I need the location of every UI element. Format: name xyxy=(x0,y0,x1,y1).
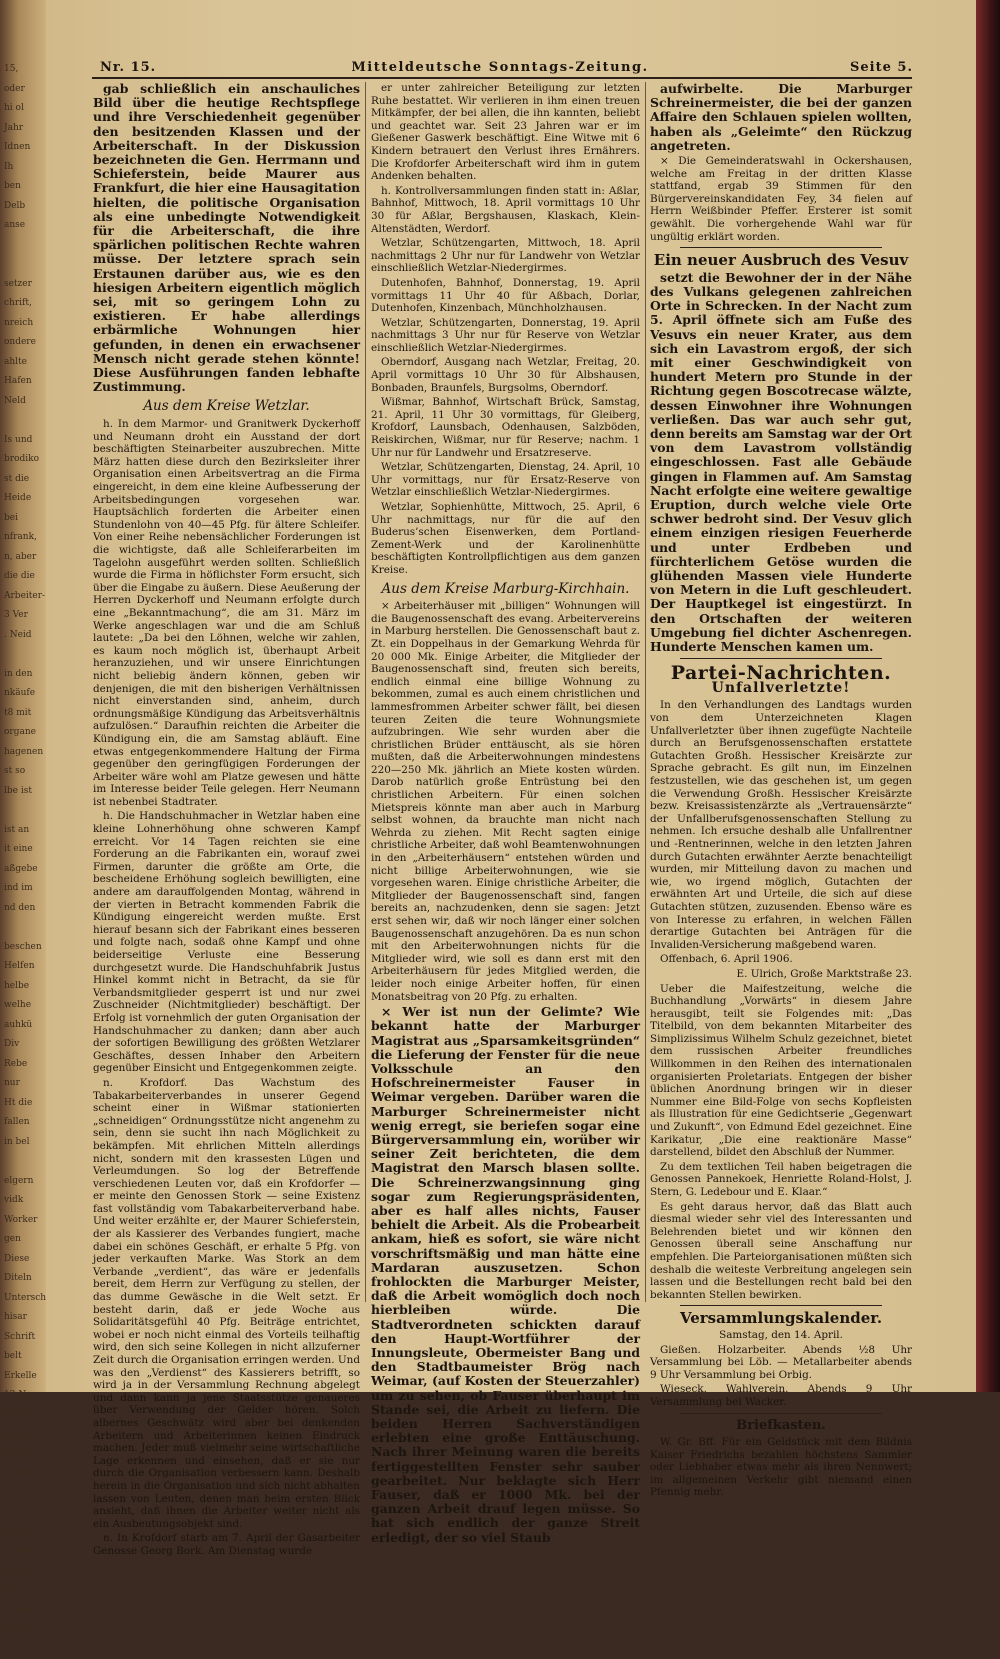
column-divider xyxy=(365,82,366,1302)
column-divider xyxy=(645,82,646,1302)
article-text: h. In dem Marmor- und Granitwerk Dyckerhoff und Neumann droht ein Ausstand der dort beschäftigten Steinarbeiter auszubrechen. Mitte März hatten diese durch den Bezirksleiter ihrer Organisation einen Arbeitsvertrag an die Firma eingereicht, in dem eine kleine Aufbesserung der Arbeitsbedingungen vorgesehen war. Hauptsächlich forderten die Arbeiter einen Stundenlohn von 40—45 Pfg. für ältere Schleifer. Von einer Reihe nebensächlicher Forderungen ist die wichtigste, daß alle Schleiferarbeiten im Tagelohn ausgeführt werden sollten. Schließlich wurde die Firma in höflichster Form ersucht, sich über die Eingabe zu äußern. Diese Aeußerung der Herren Dyckerhoff und Neumann erfolgte durch eine „Bekanntmachung“, die am 31. März im Werke angeschlagen war und die am Schluß lautete: „Da bei den Löhnen, welche wir zahlen, es kaum noch möglich ist, überhaupt Arbeit heranzuziehen, und wir unsere Einrichtungen nicht beliebig ändern können, geben wir denjenigen, die mit den bisherigen Verhältnissen nicht einverstanden sind, anheim, durch ordnungsmäßige Kündigung das Arbeitsverhältnis aufzulösen.“ Daraufhin reichten die Arbeiter die Kündigung ein, die am Samstag abläuft. Eine etwas entgegenkommendere Haltung der Firma gegenüber den geringfügigen Forderungen der Arbeiter wäre wohl am Platze gewesen und hätte im Interesse beider Teile gelegen. Herr Neumann ist nebenbei Stadtrater. xyxy=(93,418,360,808)
signature: E. Ulrich, Große Marktstraße 23. xyxy=(736,967,912,980)
article-text: gab schließlich ein anschauliches Bild über die heutige Rechtspflege und ihre Verschiedenheit gegenüber den besitzenden Klassen und der Arbeiterschaft. In der Diskussion bezeichneten die Gen. Herrmann und Schieferstein, beide Maurer aus Frankfurt, die hier eine Hausagitation hielten, die politische Organisation als eine unbedingte Notwendigkeit für die Arbeiterschaft, die ihre spärlichen politischen Rechte wahren müsse. Der letztere sprach sein Erstaunen darüber aus, wie es den hiesigen Arbeitern eigentlich möglich sei, mit so geringem Lohn zu existieren. Er habe allerdings erbärmliche Wohnungen hier gefunden, in denen ein erwachsener Mensch nicht gerade stehen könnte! Diese Ausführungen fanden lebhafte Zustimmung. xyxy=(93,81,360,395)
vesuv-heading: Ein neuer Ausbruch des Vesuv xyxy=(653,251,909,270)
section-rule xyxy=(680,1305,882,1306)
article-text: Wetzlar, Schützengarten, Donnerstag, 19. April nachmittags 3 Uhr nur für Reserve von Wetzlar einschließlich Wetzlar-Niedergirmes. xyxy=(371,316,640,354)
article-text: × Die Gemeinderatswahl in Ockershausen, welche am Freitag in der dritten Klasse stattfand, ergab 39 Stimmen für den Bürgervereinskandidaten Fey, 34 fielen auf Herrn Weißbinder Pfeffer. Ersterer ist somit gewählt. Die vorhergehende Wahl war für ungültig erklärt worden. xyxy=(650,155,912,243)
section-heading-marburg: Aus dem Kreise Marburg-Kirchhain. xyxy=(381,580,630,597)
article-text: Wetzlar, Schützengarten, Mittwoch, 18. April nachmittags 2 Uhr nur für Landwehr von Wetzlar einschließlich Wetzlar-Niedergirmes. xyxy=(371,237,640,275)
column-2 xyxy=(371,82,640,1545)
briefkasten-title: Briefkasten. xyxy=(736,1417,826,1433)
article-text: n. Krofdorf. Das Wachstum des Tabakarbeiterverbandes in unserer Gegend scheint einer in Wißmar stationierten „schneidigen“ Ordnungsstütze nicht angenehm zu sein, denn sie sucht ihn nach Möglichkeit zu bekämpfen. Mit ehrlichen Mitteln allerdings nicht, sondern mit den krassesten Lügen und Verleumdungen. So log der Betreffende verschiedenen Leuten vor, daß ein Krofdorfer — er meinte den Genossen Stork — seine Existenz fast vollständig vom Tabakarbeiterverband habe. Und weiter erzählte er, der Maurer Schieferstein, der als Kassierer des Verbandes fungiert, mache dabei ein schönes Geschäft, er erhalte 5 Pfg. von jeder verkauften Marke. Was Stork an dem Verbande „verdient“, das wäre er jedenfalls bereit, dem Herrn zur Verfügung zu stellen, der das dumme Gewäsche in die Welt setzt. Er besteht darin, daß er jede Woche aus Solidaritätsgefühl 40 Pfg. Beiträge entrichtet, wobei er noch nicht einmal des Vorteils teilhaftig wird, den sich seine Kollegen in nicht allzuferner Zeit durch die Organisation erringen werden. Und was den „Verdienst“ des Kassierers betrifft, so wird ja in der Versammlung Rechnung abgelegt und dann kann ja jene Staatsstütze genaueres über Verwendung der Gelder hören. Solch albernes Geschwätz wird aber bei denkenden Arbeitern und Arbeiterinnen keinen Eindruck machen. Jeder muß vielmehr seine wirtschaftliche Lage erkennen und einsehen, daß er sie nur durch die Organisation verbessern kann. Deshalb herein in die Organisation und sich nicht abhalten lassen von Leuten, denen man beim ersten Blick ansieht, daß ihnen die Arbeiter weiter nicht als ein Ausbeutungsobjekt sind. xyxy=(93,1076,360,1530)
masthead-title: Mitteldeutsche Sonntags-Zeitung. xyxy=(351,60,649,75)
calendar-entry: Gießen. Holzarbeiter. Abends ½8 Uhr Versammlung bei Löb. — Metallarbeiter abends 9 Uhr Versammlung bei Orbig. xyxy=(650,1343,912,1381)
book-binding-edge xyxy=(976,0,1000,1392)
issue-number: Nr. 15. xyxy=(100,60,157,75)
article-text: Wetzlar, Sophienhütte, Mittwoch, 25. April, 6 Uhr nachmittags, nur für die auf den Buderus’schen Eisenwerken, dem Portland-Zement-Werk und der Karolinenhütte beschäftigten Kontrollpflichtigen aus dem ganzen Kreise. xyxy=(371,501,640,576)
versammlungskalender-title: Versammlungskalender. xyxy=(679,1309,883,1328)
article-text: Es geht daraus hervor, daß das Blatt auch diesmal wieder sehr viel des Interessanten und Belehrenden bietet und wir können den Genossen überall seine Anschaffung nur empfehlen. Die Parteiorganisationen müßten sich deshalb die weiteste Verbreitung angelegen sein lassen und die Bestellungen recht bald bei den bekannten Stellen bewirken. xyxy=(650,1200,912,1301)
dateline: Offenbach, 6. April 1906. xyxy=(660,953,793,966)
calendar-entry: Wieseck. Wahlverein. Abends 9 Uhr Versammlung bei Wacker. xyxy=(650,1383,912,1408)
article-text: Ueber die Maifestzeitung, welche die Buchhandlung „Vorwärts“ in diesem Jahre herausgibt, teilt sie Folgendes mit: „Das Titelbild, von dem bekannten Mitarbeiter des Simplizissimus Wilhelm Schulz gezeichnet, bietet dem russischen Arbeiter freundliches Willkommen in den Reihen des internationalen organisierten Proletariats. Entgegen der bisher üblichen Anordnung bringen wir in dieser Nummer eine Bild-Folge von sechs Kopfleisten als Illustration für eine Gedichtserie „Gegenwart und Zukunft“, von Edmund Edel gezeichnet. Eine Karikatur, „Die eine reaktionäre Masse“ darstellend, bildet den Abschluß der Nummer. xyxy=(650,982,912,1159)
previous-page-edge-text: 15, oder hi ol Jahr Idnen Ih ben Delb anse setzer chrift, nreich ondere ahlte Hafen Neld Is und brodiko st die Heide bei nfrank, n, aber die die Arbeiter- 3 Ver . Neid in den nkäufe t8 mit organe hagenen st so lbe ist ist an it eine aßgebe ind im nd den beschen Helfen helbe welhe auhkü Div Rebe nur Ht die fallen in bel elgern vidk Worker gen Diese Diteln Untersch hisar Schrift belt Erkelle 12 Nr beliee Halle Seite Seiten handl stoffere be fen sens helfen Rend. be xyxy=(4,64,47,1654)
column-3 xyxy=(650,81,912,1499)
article-text: aufwirbelte. Die Marburger Schreinermeister, die bei der ganzen Affaire den Schlauen spielen wollten, haben als „Geleimte“ den Rückzug angetreten. xyxy=(650,81,912,153)
previous-page-edge xyxy=(0,0,47,1654)
article-text: Wetzlar, Schützengarten, Dienstag, 24. April, 10 Uhr vormittags, nur für Ersatz-Reserve von Wetzlar einschließlich Wetzlar-Niedergirmes. xyxy=(371,461,640,499)
section-rule xyxy=(680,1413,882,1414)
section-heading-wetzlar: Aus dem Kreise Wetzlar. xyxy=(143,398,310,415)
partei-nachrichten-title: Partei-Nachrichten. xyxy=(670,662,892,685)
article-text: setzt die Bewohner der in der Nähe des Vulkans gelegenen zahlreichen Orte in Schrecken. In der Nacht zum 5. April öffnete sich am Fuße des Vesuvs ein neuer Krater, aus dem sich ein Lavastrom ergoß, der sich mit einer Geschwindigkeit von hundert Metern pro Stunde in der Richtung gegen Boscotrecase wälzte, dessen Einwohner ihre Wohnungen verließen. Das war auch sehr gut, denn bereits am Samstag war der Ort von dem Lavastrom vollständig eingeschlossen. Fast alle Gebäude gingen in Flammen auf. Am Samstag Nacht erfolgte eine weitere gewaltige Eruption, durch welche viele Orte schwer bedroht sind. Der Vesuv glich einem einzigen riesigen Feuerherde und unter Erdbeben und fürchterlichem Getöse wurden die glühenden Massen viele Hunderte von Metern in die Luft geschleudert. Der Hauptkegel ist eingestürzt. In den Ortschaften der weiteren Umgebung fiel dichter Aschenregen. Hunderte Menschen kamen um. xyxy=(650,269,912,655)
page-number: Seite 5. xyxy=(850,60,913,75)
article-text: Oberndorf, Ausgang nach Wetzlar, Freitag, 20. April vormittags 10 Uhr 30 für Albshausen, Bonbaden, Braunfels, Burgsolms, Oberndorf. xyxy=(371,356,640,394)
article-text: Zu dem textlichen Teil haben beigetragen die Genossen Pannekoek, Henriette Roland-Holst, J. Stern, G. Ledebour und E. Klaar.“ xyxy=(650,1160,912,1198)
article-text: Dutenhofen, Bahnhof, Donnerstag, 19. April vormittags 11 Uhr 40 für Aßbach, Dorlar, Dutenhofen, Kinzenbach, Münchholzhausen. xyxy=(371,276,640,315)
column-1 xyxy=(93,81,360,1557)
article-text: In den Verhandlungen des Landtags wurden von dem Unterzeichneten Klagen Unfallverletzter über ihnen zugefügte Nachteile durch an Berufsgenossenschaften erstattete Gutachten Großh. Hessischer Kreisärzte zur Sprache gebracht. Es gilt nun, im Einzelnen festzustellen, wie das geschehen ist, um gegen die Verwendung Großh. Hessischer Kreisärzte bezw. Kreisassistenzärzte als „Vertrauensärzte“ der Unfallberufsgenossenschaften Stellung zu nehmen. Ich ersuche deshalb alle Unfallrentner und -Rentnerinnen, welche in den letzten Jahren durch Gutachten erwähnter Aerzte benachteiligt wurden, mir Mitteilung davon zu machen und wie, wo irgend möglich, Gutachten der erwähnten Art und Urteile, die sich auf diese Gutachten stützen, zuzusenden. Ebenso wäre es von Interesse zu erfahren, in welchen Fällen derartige Gutachten bei Anträgen für die Invaliden-Versicherung maßgebend waren. xyxy=(650,699,912,951)
article-text: W. Gr. Bff. Für ein Geldstück mit dem Bildnis Kaiser Friedrichs bezahlen höchstens Sammler oder Liebhaber etwas mehr als ihren Nennwert; im allgemeinen Verkehr gibt niemand einen Pfennig mehr. xyxy=(650,1436,912,1499)
article-text: n. In Krofdorf starb am 7. April der Gasarbeiter Genosse Georg Bork. Am Dienstag wurde xyxy=(93,1532,360,1557)
header-rule xyxy=(92,77,912,79)
section-rule xyxy=(680,658,882,659)
article-text: × Wer ist nun der Gelimte? Wie bekannt hatte der Marburger Magistrat aus „Sparsamkeitsgründen“ die Lieferung der Fenster für die neue Volksschule an den Hofschreinermeister Fauser in Weimar vergeben. Darüber waren die Marburger Schreinermeister nicht wenig erregt, sie beriefen sogar eine Bürgerversammlung ein, worüber wir seiner Zeit berichteten, die dem Magistrat den Marsch blasen sollte. Die Schreinerzwangsinnung ging sogar zum Regierungspräsidenten, aber es half alles nichts, Fauser behielt die Arbeit. Als die Probearbeit ankam, hieß es sofort, sie wäre nicht vorschriftsmäßig und man hätte eine Mardaran auszusetzen. Schon frohlockten die Marburger Meister, daß die Arbeit womöglich doch noch hierbleiben würde. Die Stadtverordneten schickten darauf den Haupt-Wortführer der Innungsleute, Obermeister Bang und den Stadtbaumeister Brög nach Weimar, (auf Kosten der Steuerzahler) um zu sehen, ob Fauser überhaupt im Stande sei, die Arbeit zu liefern. Die beiden Herren Sachverständigen erlebten eine große Enttäuschung. Nach ihrer Meinung waren die bereits fertiggestellten Fenster sehr sauber gearbeitet. Nur beklagte sich Herr Fauser, daß er 1000 Mk. bei der ganzen Arbeit drauf legen müsse. So hat sich endlich der ganze Streit erledigt, der so viel Staub xyxy=(371,1004,640,1545)
article-text: Wißmar, Bahnhof, Wirtschaft Brück, Samstag, 21. April, 11 Uhr 30 vormittags, für Gleiberg, Krofdorf, Launsbach, Odenhausen, Salzböden, Reiskirchen, Wißmar, nur für Reserve; nachm. 1 Uhr nur für Landwehr und Ersatzreserve. xyxy=(371,396,640,459)
article-text: h. Die Handschuhmacher in Wetzlar haben eine kleine Lohnerhöhung ohne schweren Kampf erreicht. Vor 14 Tagen reichten sie eine Forderung an die Fabrikanten ein, worauf zwei Firmen, darunter die größte am Orte, die bescheidene Erhöhung sogleich bewilligten, eine andere am darauffolgenden Montag, während in der vierten in Betracht kommenden Fabrik die Kündigung eingereicht werden mußte. Erst hierauf besann sich der Fabrikant eines besseren und folgte nach, sodaß ohne Kampf und ohne beiderseitige Verluste eine Besserung durchgesetzt wurde. Die Handschuhfabrik Justus Hinkel kommt nicht in Betracht, da sie für Verbandsmitglieder gesperrt ist und nur zwei Zuschneider (Nichtmitglieder) beschäftigt. Der Erfolg ist vornehmlich der guten Organisation der Handschuhmacher zu danken; dann aber auch der sofortigen Bewilligung des größten Wetzlarer Geschäftes, dessen Inhaber den Arbeitern gegenüber Einsicht und Entgegenkommen zeigte. xyxy=(93,810,360,1075)
calendar-date: Samstag, den 14. April. xyxy=(719,1328,843,1341)
article-text: er unter zahlreicher Beteiligung zur letzten Ruhe bestattet. Wir verlieren in ihm einen treuen Mitkämpfer, der bei allen, die ihn kannten, beliebt und geachtet war. Seit 23 Jahren war er im Gießener Gaswerk beschäftigt. Eine Witwe mit 6 Kindern betrauert den Verlust ihres Ernährers. Die Krofdorfer Arbeiterschaft wird ihm in gutem Andenken behalten. xyxy=(371,82,640,183)
article-text: h. Kontrollversammlungen finden statt in: Aßlar, Bahnhof, Mittwoch, 18. April vormittags 10 Uhr 30 für Aßlar, Bergshausen, Klaskach, Klein-Altenstädten, Werdorf. xyxy=(371,184,640,235)
article-text: × Arbeiterhäuser mit „billigen“ Wohnungen will die Baugenossenschaft des evang. Arbeitervereins in Marburg herstellen. Die Genossenschaft baut z. Zt. ein Doppelhaus in der Gemarkung Wehrda für 20 000 Mk. Einige Arbeiter, die Mitglieder der Baugenossenschaft sind, freuten sich bereits, endlich einmal eine billige Wohnung zu bekommen, zumal es auch einem christlichen und lammesfrommen Arbeiter schwer fällt, bei diesen teuren Zeiten die teure Wohnungsmiete aufzubringen. Wie sehr wurden aber die christlichen Brüder enttäuscht, als sie hören mußten, daß die Arbeiterwohnungen mindestens 220—250 Mk. jährlich an Miete kosten würden. Darob natürlich große Entrüstung bei den christlichen Arbeitern. Für einen solchen Mietspreis könnte man aber auch in Marburg selbst wohnen, da brauchte man nicht nach Wehrda zu ziehen. Mit Recht sagten einige christliche Arbeiter, daß wohl Beamtenwohnungen in den „Arbeiterhäusern“ entstehen würden und nicht billige Arbeiterwohnungen, wie sie vorgesehen waren. Einige christliche Arbeiter, die Mitglieder der Baugenossenschaft sind, fangen bereits an, nachzudenken, denn sie sagen: Jetzt erst sehen wir, daß wir noch länger einer solchen Baugenossenschaft anzugehören. Da es nun schon mit den Arbeiterwohnungen nichts für die Mitglieder wird, wie soll es dann erst mit den Arbeiterhäusern für jedes Mitglied werden, die leider noch einige Arbeiter hoffen, für einen Monatsbeitrag von 20 Pfg. zu erhalten. xyxy=(371,600,640,1003)
unfallverletzte-title: Unfallverletzte! xyxy=(711,679,851,696)
section-rule xyxy=(680,247,882,248)
